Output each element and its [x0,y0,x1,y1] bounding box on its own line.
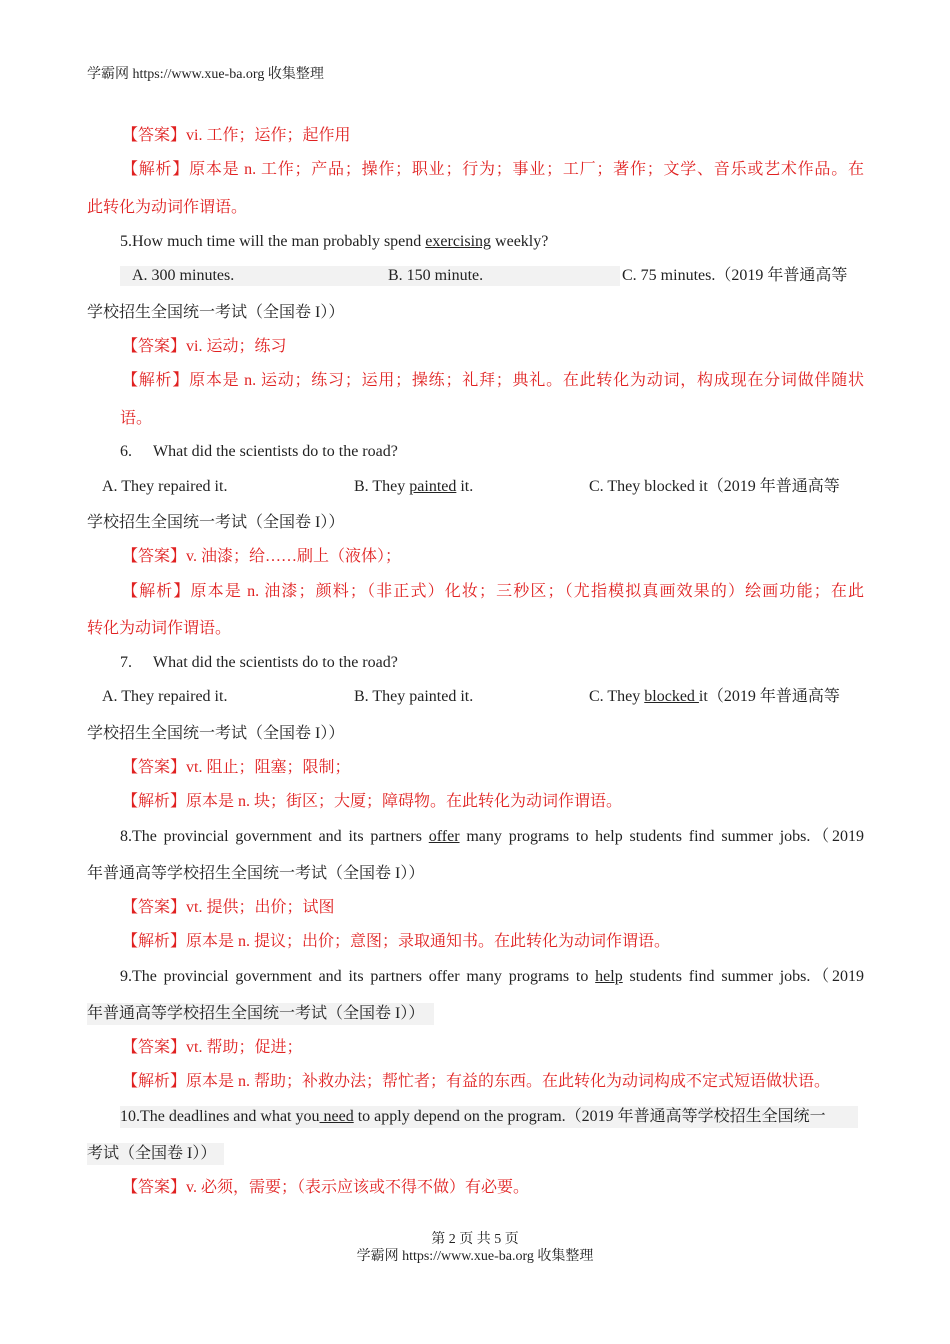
q5-source: 学校招生全国统一考试（全国卷 I）） [87,304,345,321]
stem-text: 8.The provincial government and its partners [120,828,429,845]
q7-answer [122,757,350,779]
q9-source: 年普通高等学校招生全国统一考试（全国卷 I）） [87,1003,434,1025]
answer-tag: 【答案】 [122,338,187,355]
answer-tag: 【答案】 [122,127,187,144]
q4-answer [122,125,350,147]
q6-analysis-cont: 转化为动词作谓语。 [87,620,232,637]
analysis-text: 原本是 n. 油漆；颜料；（非正式）化妆；三秒区；（尤指模拟真画效果的）绘画功能；在此 [190,583,864,600]
q7-stem: What did the scientists do to the road? [153,654,398,671]
q6-option-a: A. They repaired it. [102,478,228,495]
q6-analysis [122,581,864,603]
analysis-tag: 【解析】 [122,793,187,810]
stem-text: 10.The deadlines and what you [120,1108,320,1125]
answer-tag: 【答案】 [122,759,187,776]
answer-tag: 【答案】 [122,1039,187,1056]
q10-stem [120,1106,858,1128]
analysis-tag: 【解析】 [122,583,191,600]
q5-option-a: A. 300 minutes. [132,267,235,284]
page-number: 第 2 页 共 5 页 [431,1232,519,1247]
target-word: painted [409,478,457,495]
analysis-text: 原本是 n. 工作；产品；操作；职业；行为；事业；工厂；著作；文学、音乐或艺术作品。在 [189,161,864,178]
q5-analysis [122,370,864,392]
q9-answer [122,1037,302,1059]
answer-text: vt. 提供；出价；试图 [186,899,335,916]
answer-text: v. 必须，需要；（表示应该或不得不做）有必要。 [186,1179,529,1196]
q6-stem: What did the scientists do to the road? [153,443,398,460]
q5-option-b: B. 150 minute. [388,267,484,284]
q9-stem [120,966,864,988]
q8-stem [120,826,864,848]
q10-answer [122,1177,529,1199]
option-text: it（2019 年普通高等 [698,688,840,705]
q6-option-b [354,476,473,498]
q9-analysis [122,1071,830,1093]
q4-analysis [122,159,864,181]
page-footer-site: 学霸网 https://www.xue-ba.org 收集整理 [356,1249,594,1264]
q4-analysis-cont: 此转化为动词作谓语。 [87,199,248,216]
q7-source: 学校招生全国统一考试（全国卷 I）） [87,725,345,742]
analysis-text: 原本是 n. 提议；出价；意图；录取通知书。在此转化为动词作谓语。 [186,933,671,950]
stem-text: 9.The provincial government and its partners offer many programs to [120,968,596,985]
q5-analysis-cont: 语。 [120,410,153,427]
analysis-text: 原本是 n. 运动；练习；运用；操练；礼拜；典礼。在此转化为动词，构成现在分词做伴随状 [189,372,864,389]
answer-tag: 【答案】 [122,899,187,916]
q6-number: 6. [120,443,132,460]
target-word: offer [428,828,460,845]
q8-analysis [122,931,670,953]
stem-text: weekly? [491,233,549,250]
analysis-tag: 【解析】 [122,933,187,950]
answer-text: vi. 运动；练习 [186,338,287,355]
q7-number: 7. [120,654,132,671]
answer-text: vt. 阻止；阻塞；限制； [186,759,351,776]
answer-text: vi. 工作；运作；起作用 [186,127,351,144]
answer-tag: 【答案】 [122,1179,187,1196]
analysis-text: 原本是 n. 帮助；补救办法；帮忙者；有益的东西。在此转化为动词构成不定式短语做状语。 [186,1073,831,1090]
q7-analysis [122,791,622,813]
q5-option-c: C. 75 minutes.（2019 年普通高等 [622,267,848,284]
analysis-tag: 【解析】 [122,1073,187,1090]
answer-text: vt. 帮助；促进； [186,1039,303,1056]
q8-answer [122,897,334,919]
q6-option-c: C. They blocked it（2019 年普通高等 [589,478,840,495]
stem-text: many programs to help students find summer jobs.（2019 [459,828,864,845]
analysis-text: 原本是 n. 块；街区；大厦；障碍物。在此转化为动词作谓语。 [186,793,623,810]
answer-text: v. 油漆；给……刷上（液体）； [186,548,401,565]
q6-answer [122,546,401,568]
analysis-tag: 【解析】 [122,372,190,389]
q7-option-c [589,686,840,708]
answer-tag: 【答案】 [122,548,187,565]
q6-source: 学校招生全国统一考试（全国卷 I）） [87,514,345,531]
target-word: need [319,1108,354,1125]
target-word: exercising [425,233,492,250]
q7-option-b: B. They painted it. [354,688,474,705]
q5-answer [122,336,286,358]
target-word: blocked [644,688,699,705]
option-text: B. They [354,478,410,495]
stem-text: students find summer jobs.（2019 [622,968,864,985]
q5-stem [120,231,548,253]
target-word: help [595,968,623,985]
stem-text: 5.How much time will the man probably spend [120,233,426,250]
q7-option-a: A. They repaired it. [102,688,228,705]
page-header: 学霸网 https://www.xue-ba.org 收集整理 [87,67,324,82]
option-text: C. They [589,688,645,705]
option-text: it. [456,478,474,495]
stem-text: to apply depend on the program.（2019 年普通高等学校招生全国统一 [353,1108,826,1125]
q8-source: 年普通高等学校招生全国统一考试（全国卷 I）） [87,865,425,882]
analysis-tag: 【解析】 [122,161,190,178]
q10-source: 考试（全国卷 I）） [87,1143,224,1165]
